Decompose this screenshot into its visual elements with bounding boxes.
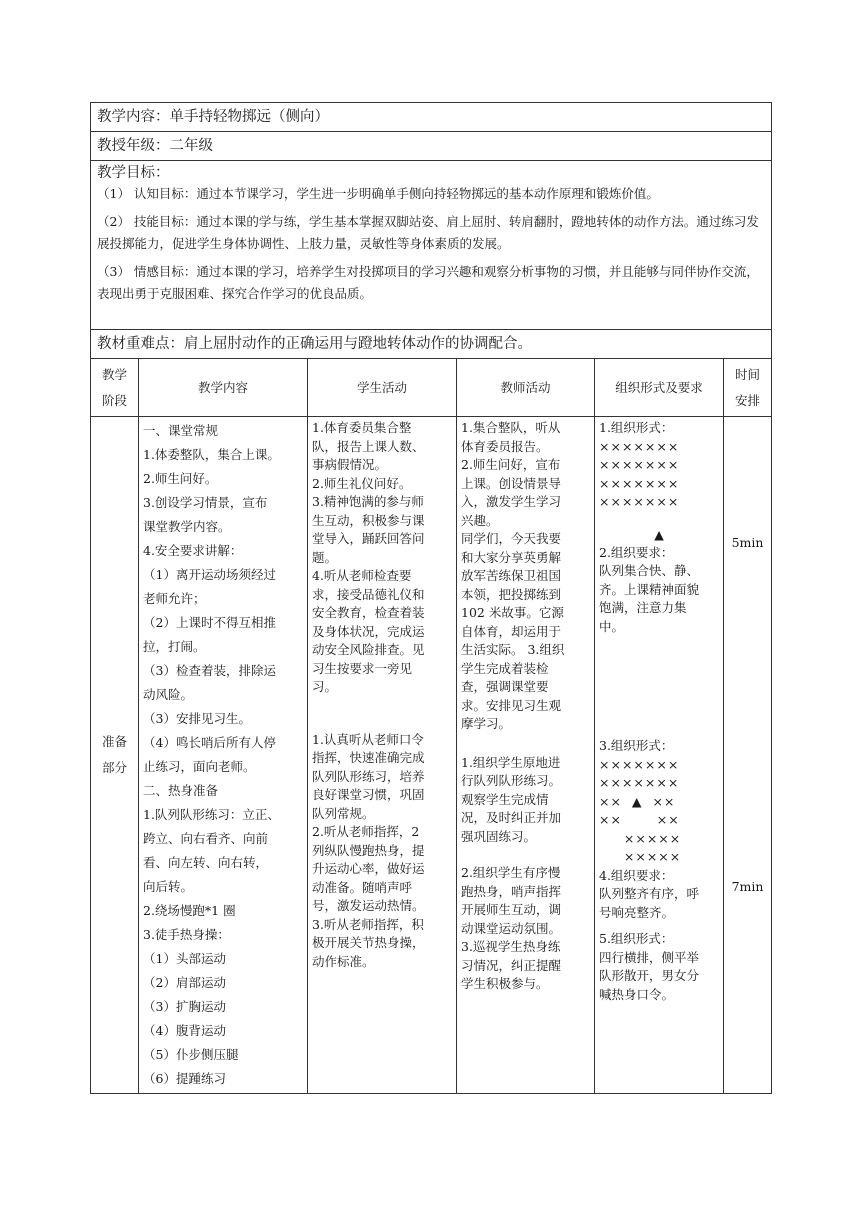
org-line: 队列集合快、静、	[599, 563, 700, 578]
student-activity-line: 极开展关节热身操，	[312, 935, 425, 950]
student-activity-line: 求，接受品德礼仪和	[312, 586, 425, 602]
content-line: 2.绕场慢跑*1 圈	[143, 903, 236, 918]
objective-affective: （3） 情感目标：通过本课的学习，培养学生对投掷项目的学习兴趣和观察分析事物的习惯，并且能够与同伴协作交流，表现出勇于克服困难、探究合作学习的优良品质。	[97, 264, 759, 301]
student-activity-line: 习生按要求一旁见	[312, 660, 413, 676]
student-activity-line: 动安全风险排查。见	[312, 642, 425, 657]
stage-line1: 准备	[101, 734, 127, 749]
col-time-line1: 时间	[735, 366, 761, 382]
objective-skill: （2） 技能目标：通过本课的学与练，学生基本掌握双脚站姿、肩上屈肘、转肩翻肘，蹬地转体的动作方法。通过练习发展投掷能力，促进学生身体协调性、上肢力量，灵敏性等身体素质的发展。	[97, 214, 759, 251]
teacher-activity-line: 自体育，却运用于	[461, 623, 562, 639]
teacher-activity-line: 1.集合整队，听从	[461, 420, 561, 435]
col-stage-line2: 阶段	[101, 392, 127, 408]
student-activity-line: 列纵队慢跑热身，提	[312, 842, 425, 858]
lesson-plan-table	[90, 102, 772, 1094]
teacher-activity-line: 102 米故事。它源	[461, 605, 564, 620]
col-stage-line1: 教学	[101, 366, 127, 382]
key-points: 教材重难点：肩上屈肘动作的正确运用与蹬地转体动作的协调配合。	[91, 330, 772, 359]
objective-cognitive: （1） 认知目标：通过本节课学习，学生进一步明确单手侧向持轻物掷远的基本动作原理和锻炼价值。	[97, 186, 659, 201]
content-line: 二、热身准备	[143, 783, 219, 798]
student-activity-line: 动作标准。	[312, 953, 375, 969]
org-1-title: 1.组织形式：	[599, 420, 674, 435]
teacher-activity-line: 强巩固练习。	[461, 828, 537, 844]
content-line: 老师允许；	[143, 591, 206, 606]
teacher-activity-line: 开展师生互动，调	[461, 902, 562, 917]
col-time-header	[724, 359, 772, 417]
org-4-requirements	[599, 867, 719, 923]
content-line: 2.师生问好。	[143, 471, 218, 486]
content-line: （1）离开运动场须经过	[143, 567, 276, 582]
org-line: 队形散开，男女分	[599, 968, 700, 983]
teacher-activity-warmup	[461, 864, 590, 994]
teacher-position-marker-1: ▲	[654, 526, 664, 542]
formation-row: ×××××××	[599, 494, 680, 509]
formation-row: ×××××××	[599, 756, 680, 772]
student-activity-line: 良好课堂习惯，巩固	[312, 787, 425, 802]
content-line: （3）安排见习生。	[143, 711, 251, 726]
student-activity-line: 3.听从老师指挥，积	[312, 916, 424, 932]
content-line: （2）上课时不得互相推	[143, 615, 276, 630]
content-line: （1）头部运动	[143, 951, 226, 966]
student-activity-cell	[308, 417, 457, 1094]
content-line: 看、向左转、向右转，	[143, 855, 269, 870]
teacher-activity-line: 观察学生完成情	[461, 791, 549, 807]
org-line: 5.组织形式：	[599, 931, 674, 946]
col-student-header: 学生活动	[308, 359, 457, 417]
teacher-activity-prep	[461, 419, 590, 734]
content-line: 止练习，面向老师。	[143, 759, 256, 774]
teacher-activity-line: 1.组织学生原地进	[461, 754, 561, 770]
formation-row: ×× ▲ ××	[599, 793, 676, 809]
student-activity-line: 队列队形练习，培养	[312, 768, 425, 784]
org-line: 中。	[599, 618, 625, 634]
col-content-header: 教学内容	[139, 359, 308, 417]
organization-cell	[595, 417, 724, 1094]
teacher-activity-line: 查，强调课堂要	[461, 679, 549, 694]
student-activity-prep	[312, 419, 452, 697]
formation-row: ×××××××	[599, 438, 680, 454]
time-prep: 5min	[731, 535, 764, 550]
student-activity-line: 号，激发运动热情。	[312, 898, 425, 913]
teacher-activity-drill	[461, 754, 590, 847]
content-line: （4）鸣长哨后所有人停	[143, 735, 276, 750]
teacher-activity-line: 3.巡视学生热身练	[461, 939, 561, 954]
content-line: （3）检查着装，排除运	[143, 663, 276, 678]
student-activity-line: 3.精神饱满的参与师	[312, 494, 424, 509]
lesson-plan	[90, 102, 771, 1094]
time-warmup: 7min	[731, 879, 764, 894]
org-line: 齐。上课精神面貌	[599, 581, 700, 597]
col-organization-header: 组织形式及要求	[595, 359, 724, 417]
org-line: 喊热身口令。	[599, 986, 675, 1002]
student-activity-line: 4.听从老师检查要	[312, 568, 412, 583]
content-line: 1.体委整队，集合上课。	[143, 447, 280, 462]
teacher-activity-line: 生活实际。 3.组织	[461, 642, 565, 657]
teacher-activity-line: 动课堂运动氛围。	[461, 920, 562, 936]
objectives-title: 教学目标：	[97, 165, 170, 181]
org-line: 号响亮整齐。	[599, 904, 675, 920]
student-activity-line: 动准备。随哨声呼	[312, 879, 413, 895]
teacher-activity-line: 行队列队形练习。	[461, 773, 562, 788]
content-line: （6）提踵练习	[143, 1071, 226, 1086]
content-line: （3）扩胸运动	[143, 999, 226, 1014]
student-activity-line: 指挥，快速准确完成	[312, 750, 425, 765]
teacher-activity-line: 习情况，纠正提醒	[461, 957, 562, 973]
teacher-activity-line: 放军苦练保卫祖国	[461, 568, 562, 583]
teacher-activity-line: 本领，把投掷练到	[461, 586, 562, 602]
teacher-activity-line: 跑热身，哨声指挥	[461, 883, 562, 899]
student-activity-line: 安全教育，检查着装	[312, 605, 425, 620]
content-line: 4.安全要求讲解：	[143, 543, 243, 558]
content-line: 3.创设学习情景，宣布	[143, 495, 268, 510]
col-time-line2: 安排	[735, 392, 761, 408]
org-line: 2.组织要求：	[599, 544, 674, 560]
org-line: 队列整齐有序，呼	[599, 886, 700, 901]
student-activity-line: 生互动，积极参与课	[312, 512, 425, 528]
org-2-requirements	[599, 544, 719, 637]
formation-3	[599, 756, 719, 867]
col-teacher-header: 教师活动	[457, 359, 595, 417]
content-line: 动风险。	[143, 687, 194, 702]
teaching-content: 教学内容：单手持轻物掷远（侧向）	[91, 103, 772, 132]
formation-row: ×××××××	[599, 475, 680, 491]
teacher-activity-line: 况，及时纠正并加	[461, 810, 562, 825]
content-cell	[139, 417, 308, 1094]
teacher-activity-cell	[457, 417, 595, 1094]
org-line: 4.组织要求：	[599, 867, 674, 883]
teacher-activity-line: 上课。创设情景导	[461, 475, 562, 491]
formation-row: ×××××	[599, 830, 682, 846]
student-activity-line: 升运动心率，做好运	[312, 861, 425, 876]
teaching-grade: 教授年级：二年级	[91, 132, 772, 161]
teacher-activity-line: 学生完成着装检	[461, 660, 549, 676]
teacher-activity-line: 体育委员报告。	[461, 438, 549, 454]
teacher-activity-line: 2.组织学生有序慢	[461, 865, 561, 880]
student-activity-line: 习。	[312, 679, 338, 694]
content-line: （2）肩部运动	[143, 975, 226, 990]
teacher-activity-line: 入，激发学生学习	[461, 494, 562, 509]
teaching-objectives	[91, 161, 772, 330]
student-activity-line: 堂导入，踊跃回答问	[312, 531, 425, 546]
content-line: 3.徒手热身操：	[143, 927, 230, 942]
org-line: 四行横排，侧平举	[599, 949, 700, 965]
student-activity-line: 2.听从老师指挥，2	[312, 824, 420, 839]
teacher-activity-line: 学生积极参与。	[461, 976, 549, 991]
student-activity-line: 队，报告上课人数、	[312, 438, 425, 454]
stage-line2: 部分	[101, 760, 127, 775]
org-line: 饱满，注意力集	[599, 600, 687, 615]
student-activity-line: 1.认真听从老师口令	[312, 731, 424, 747]
content-line: 跨立、向右看齐、向前	[143, 831, 269, 846]
teacher-activity-line: 兴趣。	[461, 512, 499, 528]
formation-row: ×××××××	[599, 775, 680, 790]
content-line: 拉，打闹。	[143, 639, 206, 654]
student-activity-warmup	[312, 731, 452, 972]
teacher-activity-line: 同学们，今天我要	[461, 531, 562, 546]
student-activity-line: 2.师生礼仪问好。	[312, 475, 412, 491]
formation-row: ×××××××	[599, 457, 680, 472]
student-activity-line: 及身体状况，完成运	[312, 623, 425, 639]
teacher-activity-line: 摩学习。	[461, 716, 512, 731]
content-line: 向后转。	[143, 879, 194, 894]
student-activity-line: 队列常规。	[312, 805, 375, 821]
col-stage-header	[91, 359, 139, 417]
formation-1	[599, 438, 719, 512]
formation-row: ×× ××	[599, 812, 680, 827]
student-activity-line: 题。	[312, 549, 338, 565]
content-list	[143, 419, 303, 1091]
student-activity-line: 事病假情况。	[312, 457, 388, 472]
content-line: 一、课堂常规	[143, 423, 219, 438]
teacher-activity-line: 2.师生问好，宣布	[461, 457, 561, 472]
time-cell	[724, 417, 772, 1094]
org-5-formation	[599, 930, 719, 1004]
student-activity-line: 1.体育委员集合整	[312, 420, 412, 435]
content-line: （4）腹背运动	[143, 1023, 226, 1038]
formation-row: ×××××	[599, 849, 682, 864]
teacher-activity-line: 和大家分享英勇解	[461, 549, 562, 565]
teacher-activity-line: 求。安排见习生观	[461, 697, 562, 713]
stage-cell	[91, 417, 139, 1094]
content-line: 1.队列队形练习：立正、	[143, 807, 280, 822]
content-line: 课堂教学内容。	[143, 519, 231, 534]
content-line: （5）仆步侧压腿	[143, 1047, 239, 1062]
org-3-title: 3.组织形式：	[599, 738, 674, 753]
